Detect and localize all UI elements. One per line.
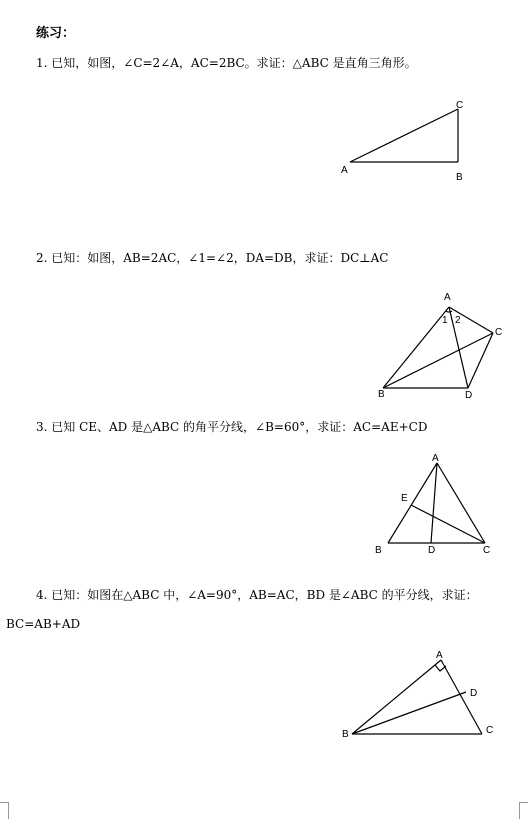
fig3-label-c: C: [483, 545, 491, 556]
fig4-label-c: C: [486, 725, 494, 736]
fig4-label-a: A: [436, 650, 443, 661]
page-corner-mark-left: [0, 802, 9, 819]
fig1-side-ac: [350, 109, 458, 162]
fig4-label-b: B: [342, 729, 349, 740]
fig3-bisector-ad: [431, 463, 437, 543]
fig4-side-ab: [352, 660, 441, 734]
fig1-label-c: C: [456, 100, 464, 111]
problem-4-continuation: BC=AB+AD: [6, 617, 81, 631]
fig2-label-b: B: [378, 389, 385, 400]
fig4-label-d: D: [470, 688, 478, 699]
problem-4-text: 4. 已知：如图在△ABC 中，∠A=90°，AB=AC，BD 是∠ABC 的平分线，求证：: [36, 588, 478, 602]
fig3-label-e: E: [401, 493, 408, 504]
fig4-bisector-bd: [352, 692, 466, 734]
fig3-label-a: A: [432, 453, 439, 464]
fig3-label-b: B: [375, 545, 382, 556]
fig3-label-d: D: [428, 545, 436, 556]
exercise-heading: 练习：: [36, 26, 76, 41]
figure-4-triangle: [352, 660, 482, 734]
figure-2-quadrilateral: [383, 307, 493, 388]
figure-1-triangle: [350, 109, 458, 162]
fig2-side-bc: [383, 333, 493, 388]
fig1-label-a: A: [341, 165, 348, 176]
fig3-side-ab: [388, 463, 437, 543]
fig2-angle-arc: [446, 311, 452, 312]
fig2-label-a: A: [444, 292, 451, 303]
fig2-side-ab: [383, 307, 449, 388]
fig2-label-c: C: [495, 327, 503, 338]
fig2-label-angle-1: 1: [442, 315, 448, 326]
fig2-label-d: D: [465, 390, 473, 401]
fig2-side-dc: [468, 333, 493, 388]
page-corner-mark-right: [519, 802, 528, 819]
fig1-label-b: B: [456, 172, 463, 183]
problem-2-text: 2. 已知：如图，AB=2AC，∠1=∠2，DA=DB，求证：DC⊥AC: [36, 251, 389, 265]
fig2-label-angle-2: 2: [455, 315, 461, 326]
problem-1-text: 1. 已知，如图，∠C=2∠A，AC=2BC。求证：△ABC 是直角三角形。: [36, 56, 417, 70]
problem-3-text: 3. 已知 CE、AD 是△ABC 的角平分线，∠B=60°，求证：AC=AE+CD: [36, 420, 428, 434]
